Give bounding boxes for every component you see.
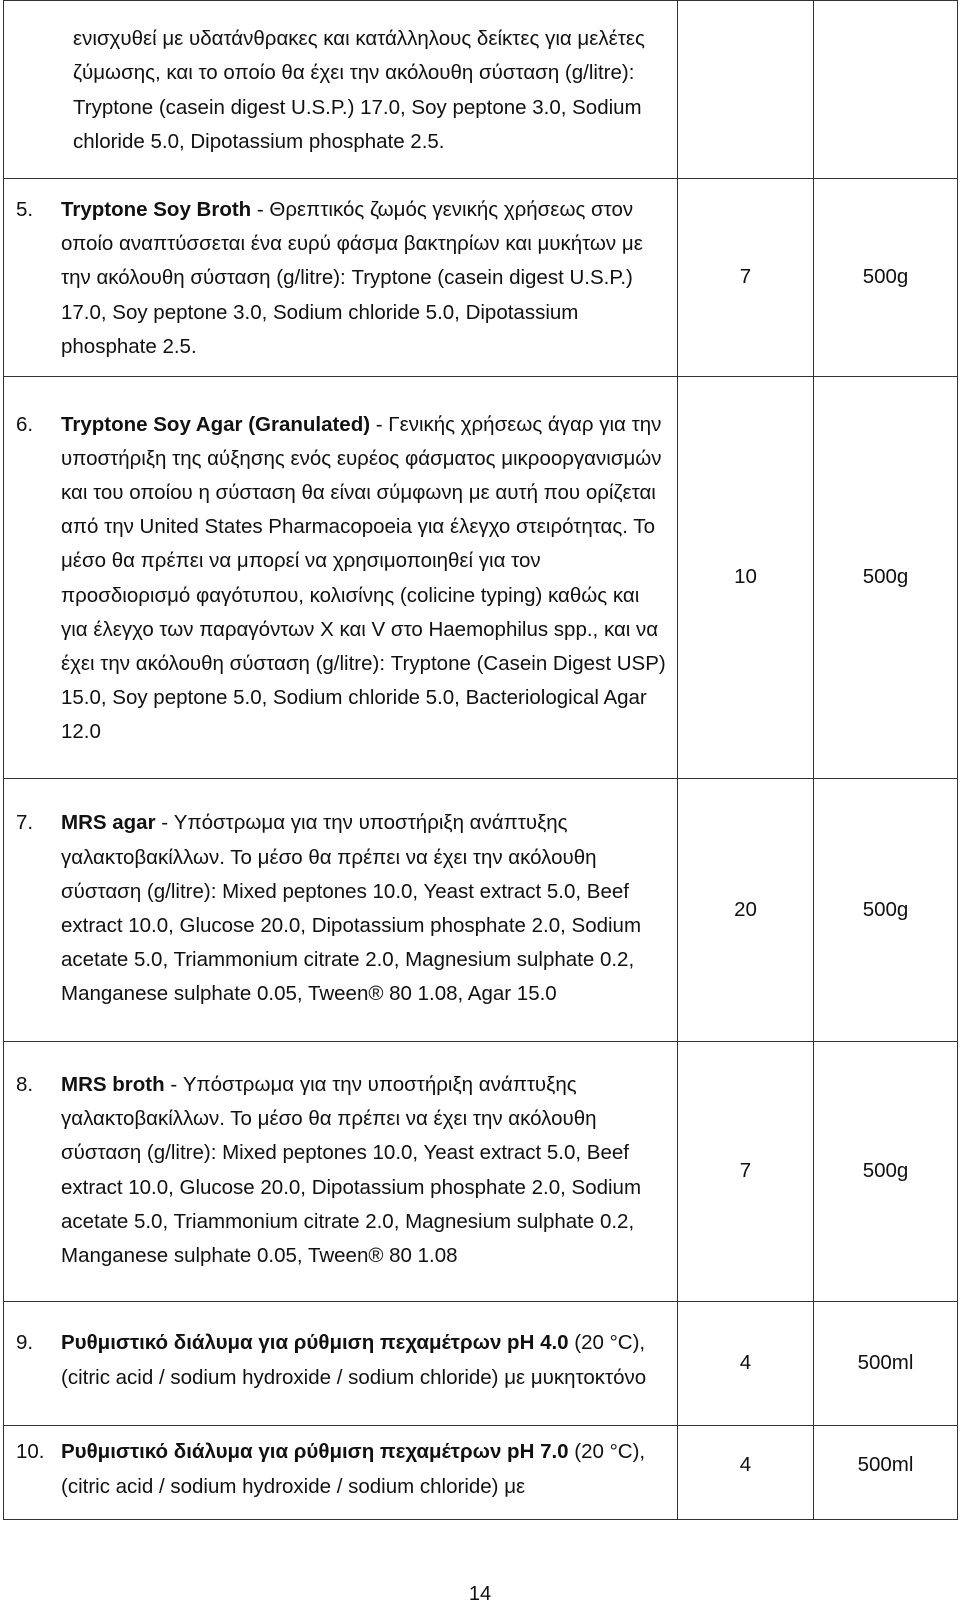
description-cell [4, 377, 678, 779]
item-number: 8. [16, 1072, 34, 1096]
item-description: - Υπόστρωμα για την υποστήριξη ανάπτυξης γαλακτοβακίλλων. Το μέσο θα πρέπει να έχει την ακόλουθη σύσταση (g/litre): Mixed peptones 10.0, Yeast extract 5.0, Beef extract 10.0, Glucose 20.0, Dipotassium phosphate 2.0, Sodium acetate 5.0, Triammonium citrate 2.0, Magnesium sulphate 0.2, Manganese sulphate 0.05, Tween® 80 1.08 [61, 1072, 642, 1267]
quantity-cell: 4 [678, 1302, 814, 1426]
item-title: Tryptone Soy Broth [61, 198, 252, 221]
quantity-cell: 7 [678, 179, 814, 377]
unit-cell: 500g [814, 179, 958, 377]
description-cell [4, 1, 678, 179]
unit-cell: 500g [814, 779, 958, 1042]
item-title: Ρυθμιστικό διάλυμα για ρύθμιση πεχαμέτρων pH 7.0 [61, 1440, 569, 1464]
table-row [4, 1042, 958, 1302]
table-row [4, 779, 958, 1042]
table-row [4, 1302, 958, 1426]
quantity-cell: 4 [678, 1426, 814, 1520]
quantity-cell [678, 1, 814, 179]
unit-cell: 500ml [814, 1426, 958, 1520]
description-cell [4, 1302, 678, 1426]
table-row [4, 377, 958, 779]
item-number: 6. [16, 412, 34, 436]
item-number: 9. [16, 1331, 34, 1355]
item-description: - Υπόστρωμα για την υποστήριξη ανάπτυξης γαλακτοβακίλλων. Το μέσο θα πρέπει να έχει την ακόλουθη σύσταση (g/litre): Mixed peptones 10.0, Yeast extract 5.0, Beef extract 10.0, Glucose 20.0, Dipotassium phosphate 2.0, Sodium acetate 5.0, Triammonium citrate 2.0, Magnesium sulphate 0.2, Manganese sulphate 0.05, Tween® 80 1.08, Agar 15.0 [61, 811, 642, 1006]
description-cell [4, 1042, 678, 1302]
item-number: 5. [16, 198, 34, 221]
unit-cell: 500ml [814, 1302, 958, 1426]
item-title: Tryptone Soy Agar (Granulated) [61, 412, 371, 436]
description-cell [4, 1426, 678, 1520]
continuation-text: ενισχυθεί με υδατάνθρακες και κατάλληλους δείκτες για μελέτες ζύμωσης, και το οποίο θα έχει την ακόλουθη σύσταση (g/litre): Tryptone (casein digest U.S.P.) 17.0, Soy peptone 3.0, Sodium chloride 5.0, Dipotassium phosphate 2.5. [73, 27, 645, 153]
item-title: MRS agar [61, 811, 156, 835]
description-cell [4, 179, 678, 377]
specification-table [3, 0, 958, 1520]
page-number: 14 [468, 1583, 492, 1605]
unit-cell [814, 1, 958, 179]
unit-cell: 500g [814, 377, 958, 779]
table-row [4, 1, 958, 179]
item-description: (20 °C), (citric acid / sodium hydroxide / sodium chloride) με [61, 1440, 646, 1498]
quantity-cell: 20 [678, 779, 814, 1042]
description-cell [4, 779, 678, 1042]
quantity-cell: 10 [678, 377, 814, 779]
item-title: Ρυθμιστικό διάλυμα για ρύθμιση πεχαμέτρων pH 4.0 [61, 1331, 569, 1355]
item-title: MRS broth [61, 1072, 165, 1096]
item-description: - Θρεπτικός ζωμός γενικής χρήσεως στον οποίο αναπτύσσεται ένα ευρύ φάσμα βακτηρίων και μυκήτων με την ακόλουθη σύσταση (g/litre): Tryptone (casein digest U.S.P.) 17.0, Soy peptone 3.0, Sodium chloride 5.0, Dipotassium phosphate 2.5. [61, 198, 643, 358]
item-number: 10. [16, 1440, 45, 1464]
unit-cell: 500g [814, 1042, 958, 1302]
table-row [4, 1426, 958, 1520]
item-description: (20 °C), (citric acid / sodium hydroxide / sodium chloride) με μυκητοκτόνο [61, 1331, 647, 1389]
quantity-cell: 7 [678, 1042, 814, 1302]
table-row [4, 179, 958, 377]
item-number: 7. [16, 811, 34, 835]
item-description: - Γενικής χρήσεως άγαρ για την υποστήριξη της αύξησης ενός ευρέος φάσματος μικροοργανισμών και του οποίου η σύσταση θα είναι σύμφωνη με αυτή που ορίζεται από την United States Pharmacopoeia για έλεγχο στειρότητας. Το μέσο θα πρέπει να μπορεί να χρησιμοποιηθεί για τον προσδιορισμό φαγότυπου, κολισίνης (colicine typing) καθώς και για έλεγχο των παραγόντων X και V στο Haemophilus spp., και να έχει την ακόλουθη σύσταση (g/litre): Tryptone (Casein Digest USP) 15.0, Soy peptone 5.0, Sodium chloride 5.0, Bacteriological Agar 12.0 [61, 412, 666, 744]
